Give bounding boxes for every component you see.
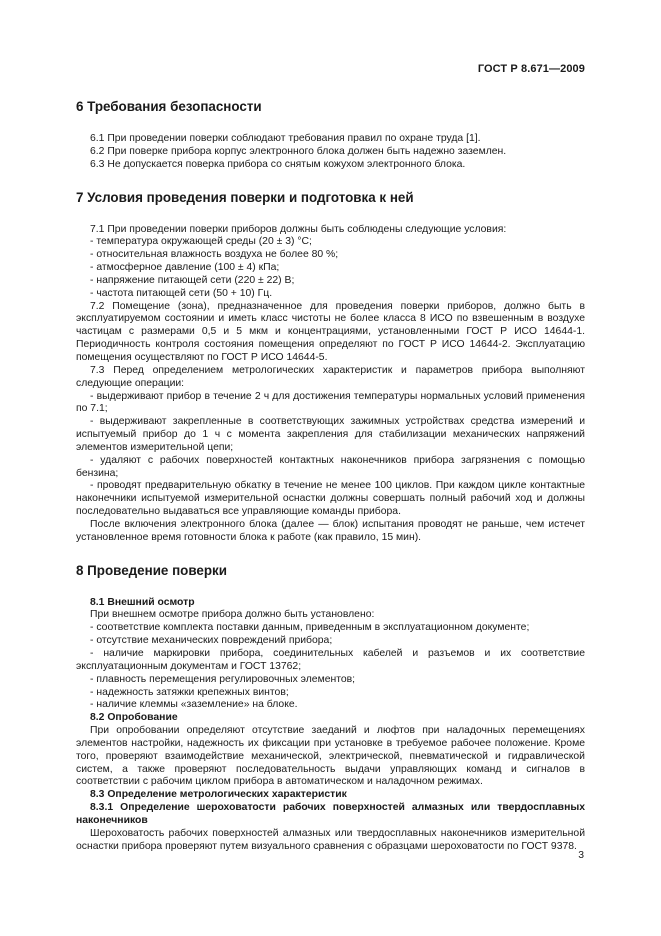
document-id-header: ГОСТ Р 8.671—2009 xyxy=(477,63,585,75)
inspection-item: - надежность затяжки крепежных винтов; xyxy=(90,686,289,698)
inspection-item: - отсутствие механических повреждений прибора; xyxy=(90,635,333,647)
subsection-8-3-title: 8.3 Определение метрологических характеристик xyxy=(90,789,347,801)
section-6-1: 6.1 При проведении поверки соблюдают требования правил по охране труда [1]. xyxy=(90,133,481,144)
subsection-8-3-1-text: Шероховатость рабочих поверхностей алмазных или твердосплавных наконечников измерительной оснастки прибора проверяют путем визуального сравнения с образцами шероховатости по ГОСТ 9378. xyxy=(76,827,585,852)
section-7-note: После включения электронного блока (далее — блок) испытания проводят не раньше, чем истечет установленное время готовности блока к работе (как правило, 15 мин). xyxy=(76,518,585,543)
inspection-item: - наличие маркировки прибора, соединительных кабелей и разъемов и их соответствие эксплуатационным документам и ГОСТ 13762; xyxy=(76,648,585,672)
section-7-1: 7.1 При проведении поверки приборов должны быть соблюдены следующие условия: xyxy=(90,223,507,235)
subsection-8-1-title: 8.1 Внешний осмотр xyxy=(90,596,195,608)
subsection-8-3-1-title: 8.3.1 Определение шероховатости рабочих поверхностей алмазных или твердосплавных наконечников xyxy=(76,802,585,826)
subsection-8-2-title: 8.2 Опробование xyxy=(90,712,178,724)
section-6-3: 6.3 Не допускается поверка прибора со снятым кожухом электронного блока. xyxy=(90,158,466,170)
section-6-title: 6 Требования безопасности xyxy=(76,99,262,114)
condition-item: - напряжение питающей сети (220 ± 22) В; xyxy=(90,274,295,286)
section-7-2: 7.2 Помещение (зона), предназначенное для проведения поверки приборов, должно быть в эксплуатируемом состоянии и иметь класс чистоты не более класса 8 ИСО по взвешенным в воздухе частицам с размерами 0,5 и 5 мкм и концентрациями, установленными ГОСТ Р ИСО 14644-1. Периодичность контроля состояния помещения определяют по ГОСТ Р ИСО 14644-2. Эксплуатацию помещения осуществляют по ГОСТ Р ИСО 14644-5. xyxy=(76,300,585,363)
inspection-item: - наличие клеммы «заземление» на блоке. xyxy=(90,699,298,711)
page-number: 3 xyxy=(578,850,584,861)
operation-item: - проводят предварительную обкатку в течение не менее 100 циклов. При каждом цикле контактные наконечники испытуемой измерительной оснастки должны совершать полный рабочий ход и должны последовательно выдаваться все управляющие команды прибора. xyxy=(76,480,585,518)
section-8-title: 8 Проведение поверки xyxy=(76,562,227,578)
subsection-8-1-intro: При внешнем осмотре прибора должно быть установлено: xyxy=(90,609,375,621)
document-body xyxy=(76,92,585,854)
condition-item: - атмосферное давление (100 ± 4) кПа; xyxy=(90,262,280,274)
section-6-2: 6.2 При поверке прибора корпус электронного блока должен быть надежно заземлен. xyxy=(90,145,507,157)
operation-item: - удаляют с рабочих поверхностей контактных наконечников прибора загрязнения с помощью бензина; xyxy=(76,454,585,479)
condition-item: - температура окружающей среды (20 ± 3) °С; xyxy=(90,236,312,248)
condition-item: - относительная влажность воздуха не более 80 %; xyxy=(90,249,339,261)
section-7-3: 7.3 Перед определением метрологических характеристик и параметров прибора выполняют следующие операции: xyxy=(76,364,585,389)
operation-item: - выдерживают закрепленные в соответствующих зажимных устройствах средства измерений и испытуемый прибор до 1 ч с момента закрепления для стабилизации механических напряжений элементов измерительной цепи; xyxy=(76,416,585,453)
section-7-title: 7 Условия проведения поверки и подготовка к ней xyxy=(76,189,414,205)
inspection-item: - плавность перемещения регулировочных элементов; xyxy=(90,673,356,685)
operation-item: - выдерживают прибор в течение 2 ч для достижения температуры нормальных условий применения по 7.1; xyxy=(76,390,585,415)
condition-item: - частота питающей сети (50 + 10) Гц. xyxy=(90,287,273,299)
inspection-item: - соответствие комплекта поставки данным, приведенным в эксплуатационном документе; xyxy=(90,622,530,634)
subsection-8-2-text: При опробовании определяют отсутствие заеданий и люфтов при наладочных перемещениях элементов настройки, надежность их фиксации при установке в требуемое рабочее положение. Кроме того, проверяют взаимодействие механической, электрической, пневматической и гидравлической систем, а также проверяют последовательность выдачи управляющих команд и сигналов в соответствии с рабочим циклом прибора в автоматическом и наладочном режимах. xyxy=(76,725,585,788)
